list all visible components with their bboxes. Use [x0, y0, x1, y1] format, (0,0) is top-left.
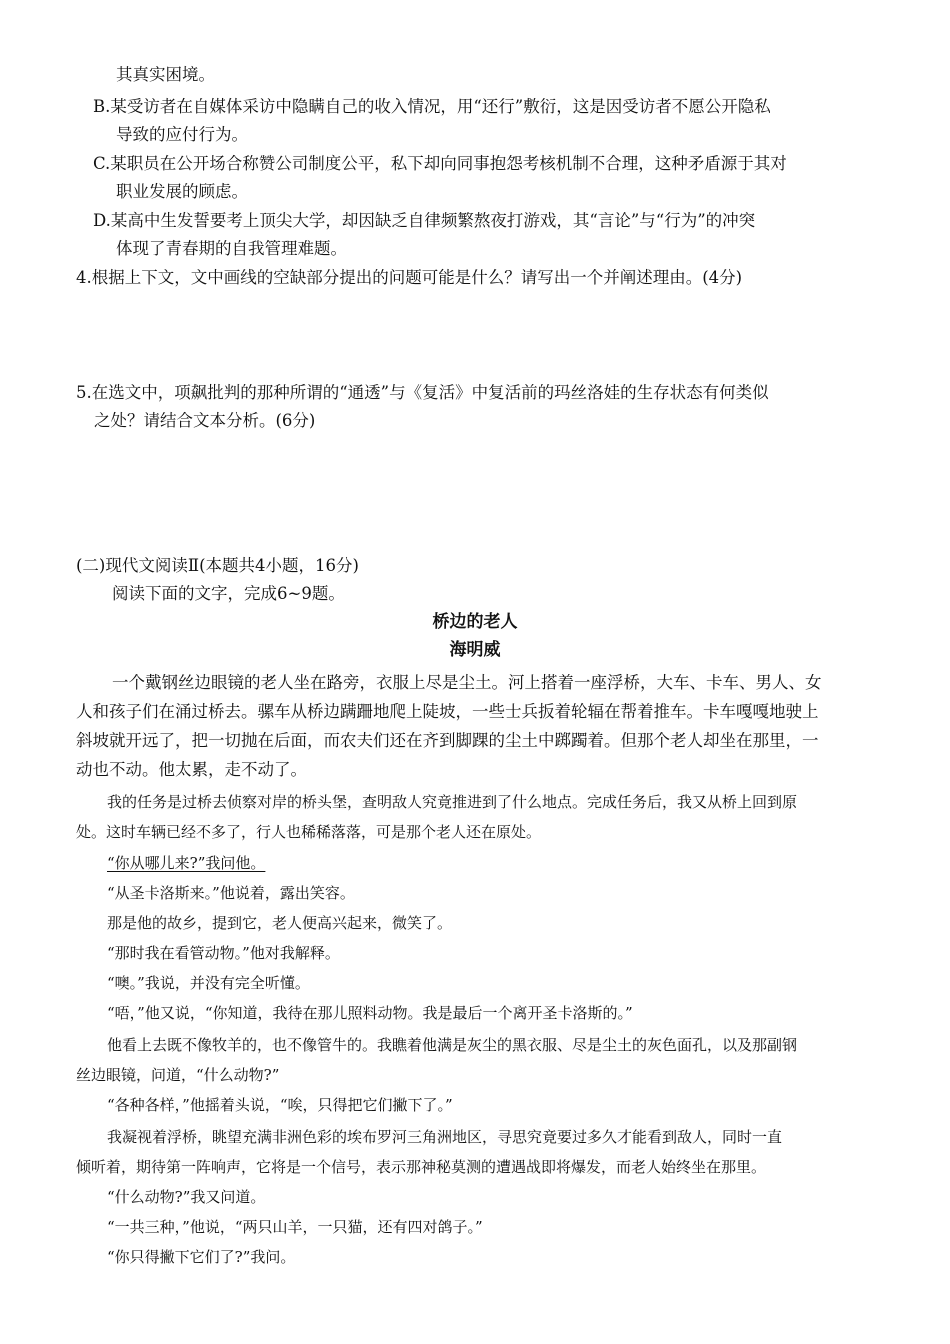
paragraph-4-line1: 我凝视着浮桥，眺望充满非洲色彩的埃布罗河三角洲地区，寻思究竟要过多久才能看到敌人，同时一直	[107, 1128, 783, 1146]
q3-option-c-line1: C.某职员在公开场合称赞公司制度公平，私下却向同事抱怨考核机制不合理，这种矛盾源于其对	[93, 154, 787, 173]
paragraph-1-line1: 一个戴钢丝边眼镜的老人坐在路旁，衣服上尽是尘土。河上搭着一座浮桥，大车、卡车、男人、女	[112, 673, 822, 692]
dialogue-line-8: “什么动物?”我又问道。	[107, 1188, 266, 1206]
paragraph-3-line2: 丝边眼镜，问道，“什么动物?”	[76, 1066, 280, 1084]
story-title: 桥边的老人	[432, 612, 518, 632]
dialogue-line-6: “唔，”他又说，“你知道，我待在那儿照料动物。我是最后一个离开圣卡洛斯的。”	[107, 1004, 633, 1022]
paragraph-1-line3: 斜坡就开远了，把一切抛在后面，而农夫们还在齐到脚踝的尘土中踯躅着。但那个老人却坐在那里，一	[76, 731, 819, 750]
dialogue-line-4: “那时我在看管动物。”他对我解释。	[107, 944, 340, 962]
paragraph-1-line4: 动也不动。他太累，走不动了。	[76, 760, 307, 779]
paragraph-3-line1: 他看上去既不像牧羊的，也不像管牛的。我瞧着他满是灰尘的黑衣服、尽是尘土的灰色面孔，以及那副钢	[107, 1036, 798, 1054]
section-heading: (二)现代文阅读Ⅱ(本题共4小题，16分)	[76, 556, 359, 575]
paragraph-1-line2: 人和孩子们在涌过桥去。骡车从桥边蹒跚地爬上陡坡，一些士兵扳着轮辐在帮着推车。卡车嘎嘎地驶上	[76, 702, 819, 721]
paragraph-2-line1: 我的任务是过桥去侦察对岸的桥头堡，查明敌人究竟推进到了什么地点。完成任务后，我又从桥上回到原	[107, 793, 798, 811]
dialogue-line-9: “一共三种，”他说，“两只山羊，一只猫，还有四对鸽子。”	[107, 1218, 483, 1236]
q3-option-d-line2: 体现了青春期的自我管理难题。	[116, 239, 347, 258]
question-5-line1: 5.在选文中，项飙批判的那种所谓的“通透”与《复活》中复活前的玛丝洛娃的生存状态有何类似	[76, 383, 769, 402]
q3-option-b-line2: 导致的应付行为。	[116, 125, 248, 144]
dialogue-line-1: “你从哪儿来?”我问他。	[107, 854, 266, 872]
question-4: 4.根据上下文，文中画线的空缺部分提出的问题可能是什么？请写出一个并阐述理由。(4分)	[76, 268, 743, 287]
q3-option-d-line1: D.某高中生发誓要考上顶尖大学，却因缺乏自律频繁熬夜打游戏，其“言论”与“行为”的冲突	[93, 211, 756, 230]
story-author: 海明威	[449, 640, 501, 660]
paragraph-2-line2: 处。这时车辆已经不多了，行人也稀稀落落，可是那个老人还在原处。	[76, 823, 542, 841]
dialogue-line-5: “噢。”我说，并没有完全听懂。	[107, 974, 310, 992]
dialogue-line-10: “你只得撇下它们了?”我问。	[107, 1248, 296, 1266]
dialogue-line-3: 那是他的故乡，提到它，老人便高兴起来，微笑了。	[107, 914, 453, 932]
q3-option-a-tail: 其真实困境。	[116, 65, 215, 84]
dialogue-line-7: “各种各样，”他摇着头说，“唉，只得把它们撇下了。”	[107, 1096, 453, 1114]
q3-option-c-line2: 职业发展的顾虑。	[116, 182, 248, 201]
question-5-line2: 之处？请结合文本分析。(6分)	[94, 411, 316, 430]
q3-option-b-line1: B.某受访者在自媒体采访中隐瞒自己的收入情况，用“还行”敷衍，这是因受访者不愿公开隐私	[93, 97, 771, 116]
dialogue-line-2: “从圣卡洛斯来。”他说着，露出笑容。	[107, 884, 355, 902]
paragraph-4-line2: 倾听着，期待第一阵响声，它将是一个信号，表示那神秘莫测的遭遇战即将爆发，而老人始终坐在那里。	[76, 1158, 767, 1176]
section-instruction: 阅读下面的文字，完成6~9题。	[112, 584, 345, 603]
